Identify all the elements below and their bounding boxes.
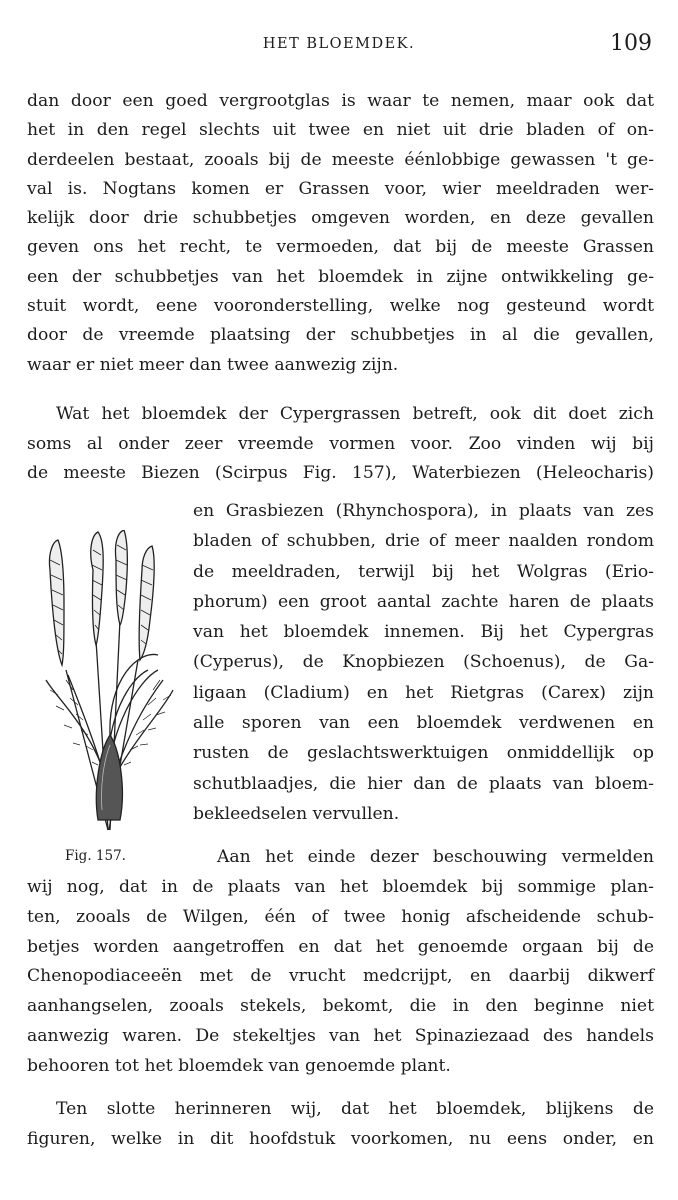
text-line: ligaan (Cladium) en het Rietgras (Carex) zijn xyxy=(193,682,654,703)
text-line: door de vreemde plaatsing der schubbetjes in al die gevallen, xyxy=(27,325,654,346)
text-line: Aan het einde dezer beschouwing vermelden xyxy=(217,847,654,867)
text-line: een der schubbetjes van het bloemdek in zijne ontwikkeling ge- xyxy=(27,266,654,287)
text-line: dan door een goed vergrootglas is waar te nemen, maar ook dat xyxy=(27,91,654,111)
text-line: Wat het bloemdek der Cypergrassen betreft, ook dit doet zich xyxy=(56,404,654,424)
text-line: stuit wordt, eene vooronderstelling, welke nog gesteund wordt xyxy=(27,296,654,317)
text-line: ten, zooals de Wilgen, één of twee honig afscheidende schub- xyxy=(27,906,654,927)
text-line: van het bloemdek innemen. Bij het Cypergras xyxy=(193,622,654,643)
paragraph-3-first-line xyxy=(217,843,654,873)
text-line: val is. Nogtans komen er Grassen voor, wier meeldraden wer- xyxy=(27,178,654,199)
scirpus-illustration xyxy=(38,530,178,835)
text-line: de meeste Biezen (Scirpus Fig. 157), Waterbiezen (Heleocharis) xyxy=(27,463,654,483)
text-line: (Cyperus), de Knopbiezen (Schoenus), de Ga- xyxy=(193,652,654,673)
text-line: betjes worden aangetroffen en dat het genoemde orgaan bij de xyxy=(27,936,654,957)
text-line: figuren, welke in dit hoofdstuk voorkomen, nu eens onder, en xyxy=(27,1129,654,1149)
text-line: geven ons het recht, te vermoeden, dat bij de meeste Grassen xyxy=(27,237,654,258)
text-line: Ten slotte herinneren wij, dat het bloemdek, blijkens de xyxy=(56,1099,654,1119)
paragraph-1 xyxy=(27,87,654,380)
paragraph-4 xyxy=(27,1094,654,1154)
text-line: aanhangselen, zooals stekels, bekomt, die in den beginne niet xyxy=(27,996,654,1017)
page-number: 109 xyxy=(610,31,652,56)
text-line: phorum) een groot aantal zachte haren de plaats xyxy=(193,591,654,612)
text-line: waar er niet meer dan twee aanwezig zijn. xyxy=(27,354,399,375)
text-line: Chenopodiaceeën met de vrucht medcrijpt, en daarbij dikwerf xyxy=(27,966,654,987)
text-line: de meeldraden, terwijl bij het Wolgras (Erio- xyxy=(193,561,654,582)
text-line: kelijk door drie schubbetjes omgeven worden, en deze gevallen xyxy=(27,208,654,229)
text-line: alle sporen van een bloemdek verdwenen en xyxy=(193,713,654,734)
text-line: behooren tot het bloemdek van genoemde plant. xyxy=(27,1055,451,1076)
text-line: bekleedselen vervullen. xyxy=(193,803,400,824)
text-line: het in den regel slechts uit twee en niet uit drie bladen of on- xyxy=(27,120,654,141)
running-title: HET BLOEMDEK. xyxy=(262,36,416,52)
text-line: en Grasbiezen (Rhynchospora), in plaats van zes xyxy=(193,501,654,521)
text-line: wij nog, dat in de plaats van het bloemdek bij sommige plan- xyxy=(27,877,654,897)
paragraph-2 xyxy=(27,400,654,489)
paragraph-3 xyxy=(27,873,654,1082)
text-line: rusten de geslachtswerktuigen onmiddellijk op xyxy=(193,743,654,764)
text-line: derdeelen bestaat, zooals bij de meeste éénlobbige gewassen 't ge- xyxy=(27,149,654,170)
figure-caption: Fig. 157. xyxy=(65,848,126,864)
text-line: schutblaadjes, die hier dan de plaats van bloem- xyxy=(193,773,654,794)
text-line: aanwezig waren. De stekeltjes van het Spinaziezaad des handels xyxy=(27,1025,654,1046)
paragraph-2-column xyxy=(193,496,654,829)
text-line: soms al onder zeer vreemde vormen voor. Zoo vinden wij bij xyxy=(27,433,654,454)
text-line: bladen of schubben, drie of meer naalden rondom xyxy=(193,531,654,552)
